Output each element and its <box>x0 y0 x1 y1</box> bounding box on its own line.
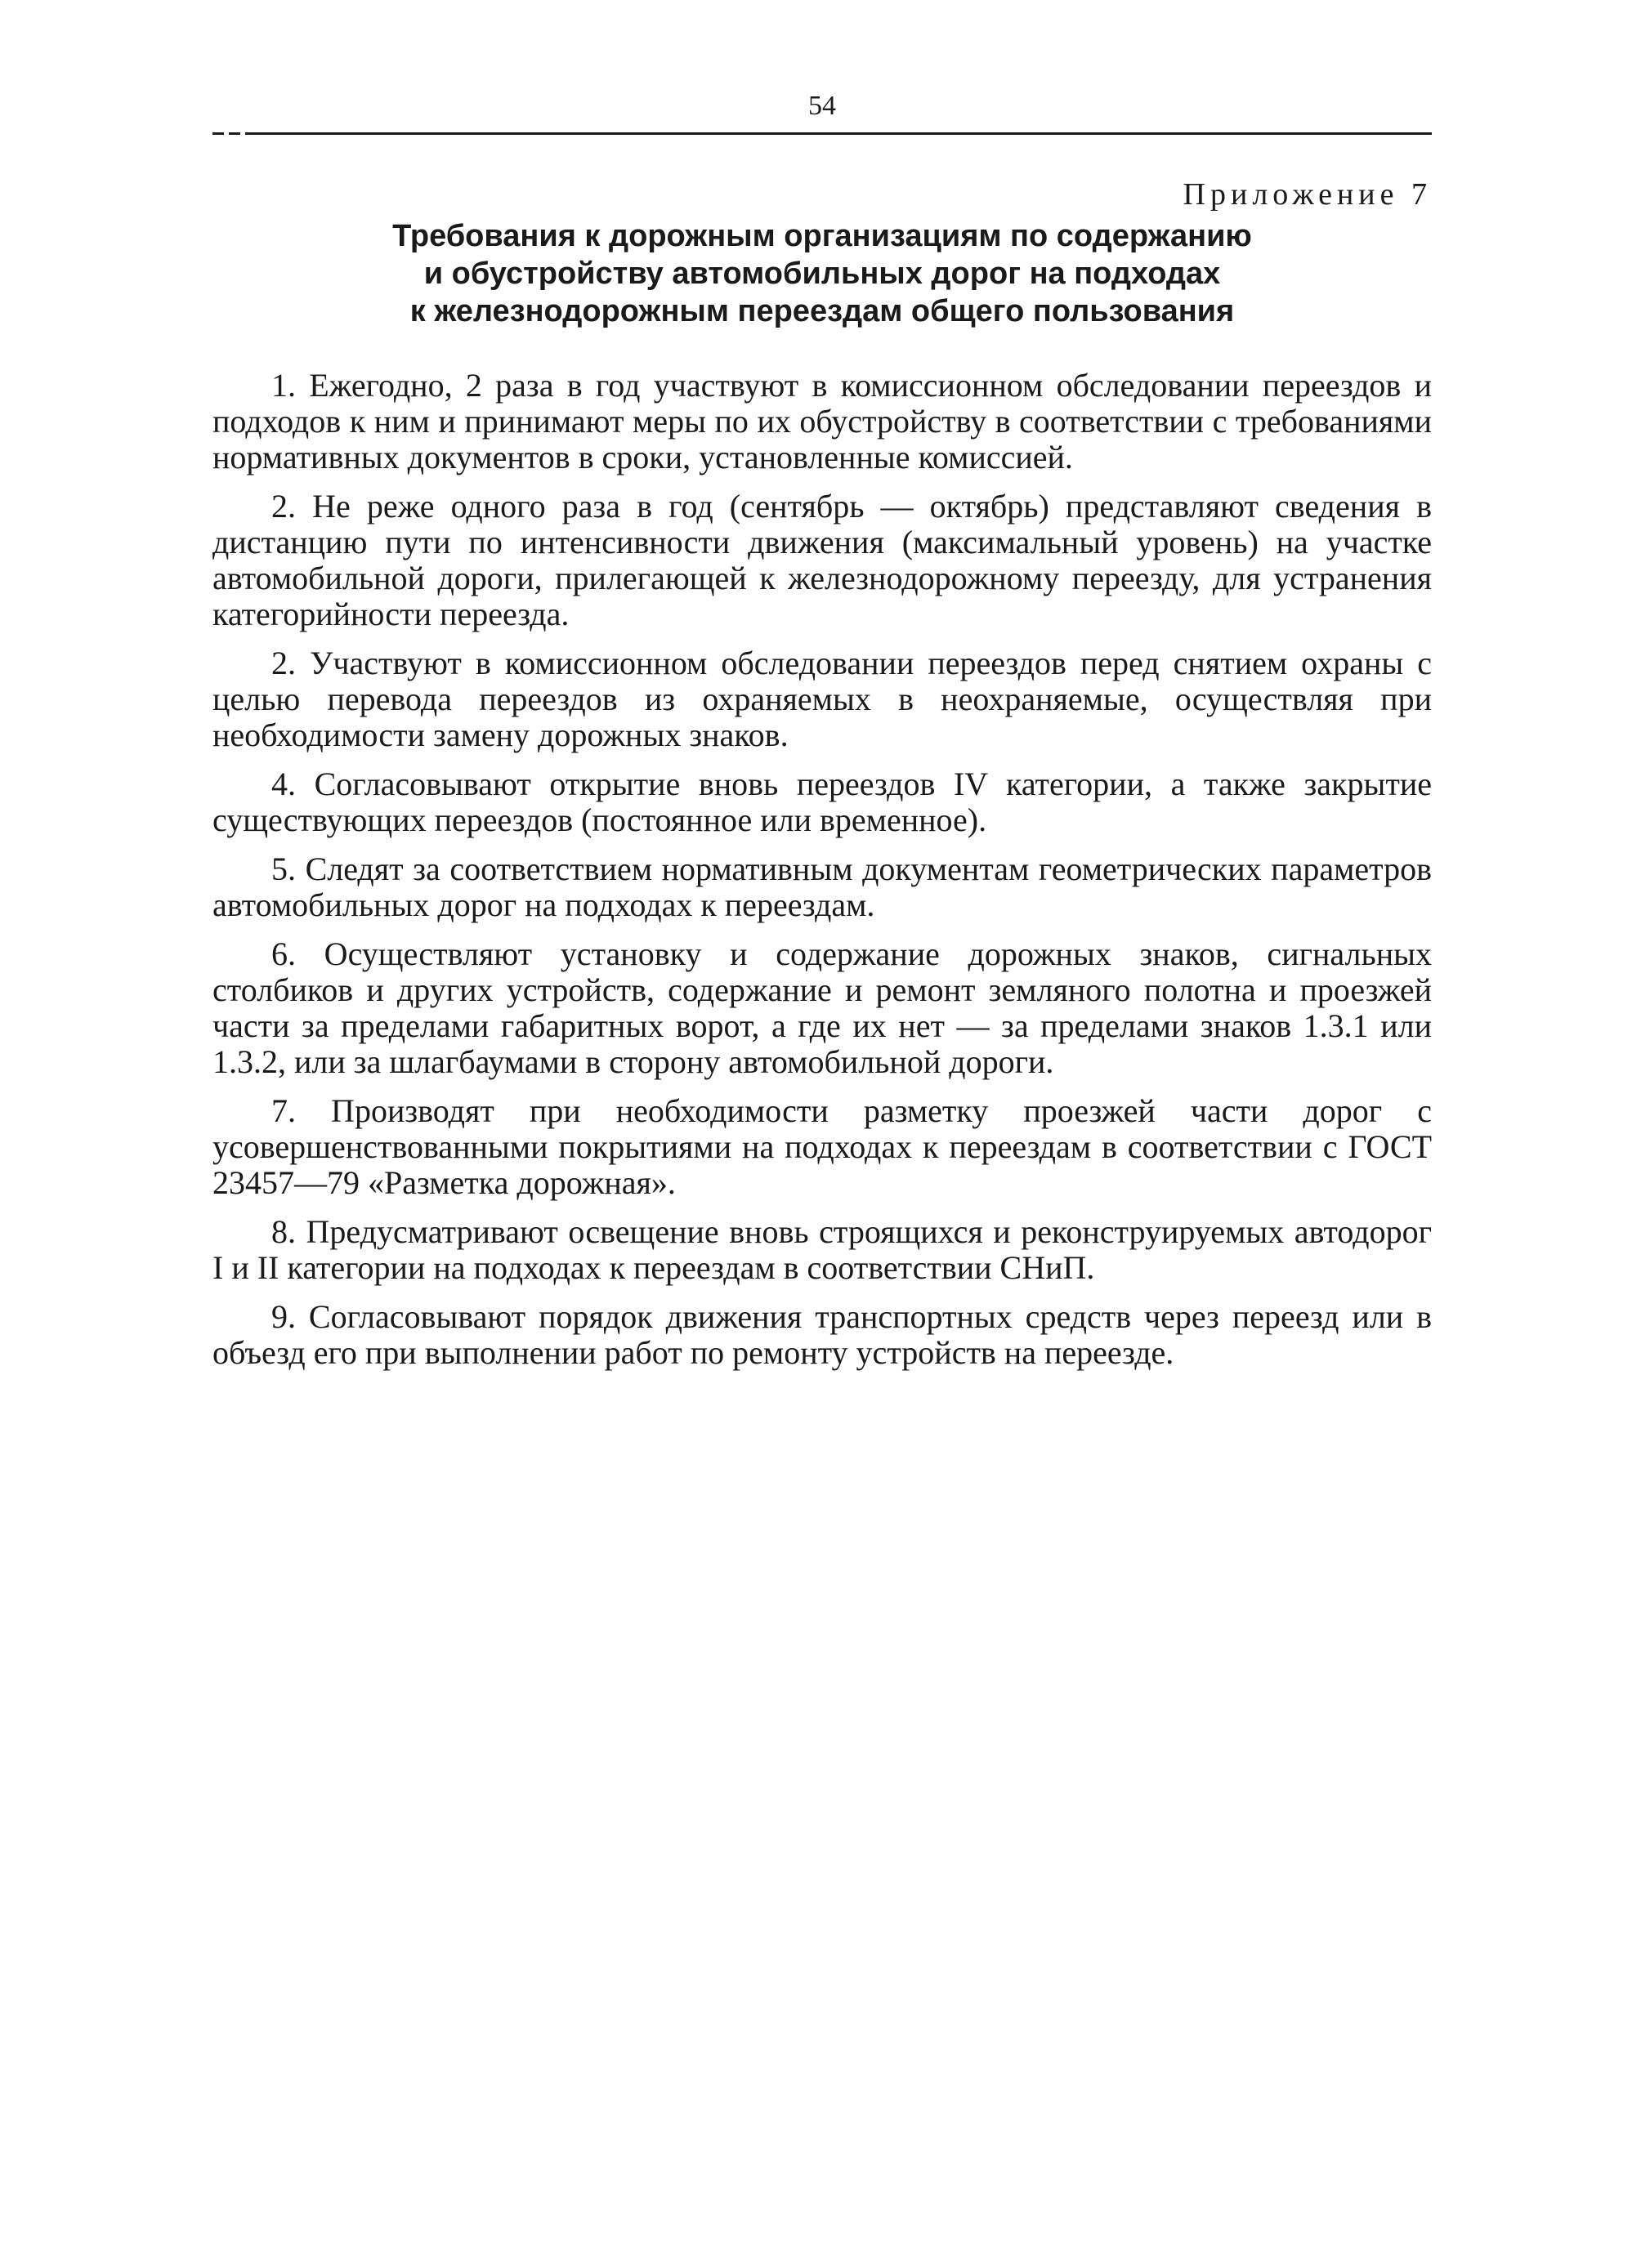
paragraph: 2. Не реже одного раза в год (сентябрь — октябрь) представляют сведения в дистанцию пути по интенсивности движения (максимальный уровень) на участке автомобильной дороги, прилегающей к железнодорожному переезду, для устранения категорийности переезда. <box>212 488 1432 632</box>
rule-dash <box>212 132 224 135</box>
paragraph: 6. Осуществляют установку и содержание дорожных знаков, сигнальных столбиков и других устройств, содержание и ремонт земляного полотна и проезжей части за пределами габаритных ворот, а где их нет — за пределами знаков 1.3.1 или 1.3.2, или за шлагбаумами в сторону автомобильной дороги. <box>212 935 1432 1080</box>
document-title <box>212 217 1432 330</box>
appendix-label: Приложение 7 <box>1183 177 1432 212</box>
paragraph: 8. Предусматривают освещение вновь строящихся и реконструируемых автодорог I и II категории на подходах к переездам в соответствии СНиП. <box>212 1213 1432 1286</box>
paragraph: 1. Ежегодно, 2 раза в год участвуют в комиссионном обследовании переездов и подходов к ним и принимают меры по их обустройству в соответствии с требованиями нормативных документов в сроки, установленные комиссией. <box>212 367 1432 475</box>
title-line: к железнодорожным переездам общего пользования <box>409 294 1235 328</box>
paragraph: 7. Производят при необходимости разметку проезжей части дорог с усовершенствованными покрытиями на подходах к переездам в соответствии с ГОСТ 23457—79 «Разметка дорожная». <box>212 1092 1432 1201</box>
title-line: и обустройству автомобильных дорог на подходах <box>423 257 1221 291</box>
paragraph: 5. Следят за соответствием нормативным документам геометрических параметров автомобильных дорог на подходах к переездам. <box>212 850 1432 923</box>
page-number: 54 <box>808 91 836 121</box>
paragraph: 2. Участвуют в комиссионном обследовании переездов перед снятием охраны с целью перевода переездов из охраняемых в неохраняемые, осуществляя при необходимости замену дорожных знаков. <box>212 645 1432 753</box>
body-text <box>212 368 1432 1371</box>
header-rule <box>212 131 1432 136</box>
paragraph: 4. Согласовывают открытие вновь переездов IV категории, а также закрытие существующих переездов (постоянное или временное). <box>212 766 1432 838</box>
title-line: Требования к дорожным организациям по содержанию <box>392 219 1252 253</box>
document-page <box>212 90 1432 1384</box>
rule-dash <box>229 132 240 135</box>
rule-line <box>245 132 1432 135</box>
paragraph: 9. Согласовывают порядок движения транспортных средств через переезд или в объезд его при выполнении работ по ремонту устройств на переезде. <box>212 1298 1432 1371</box>
